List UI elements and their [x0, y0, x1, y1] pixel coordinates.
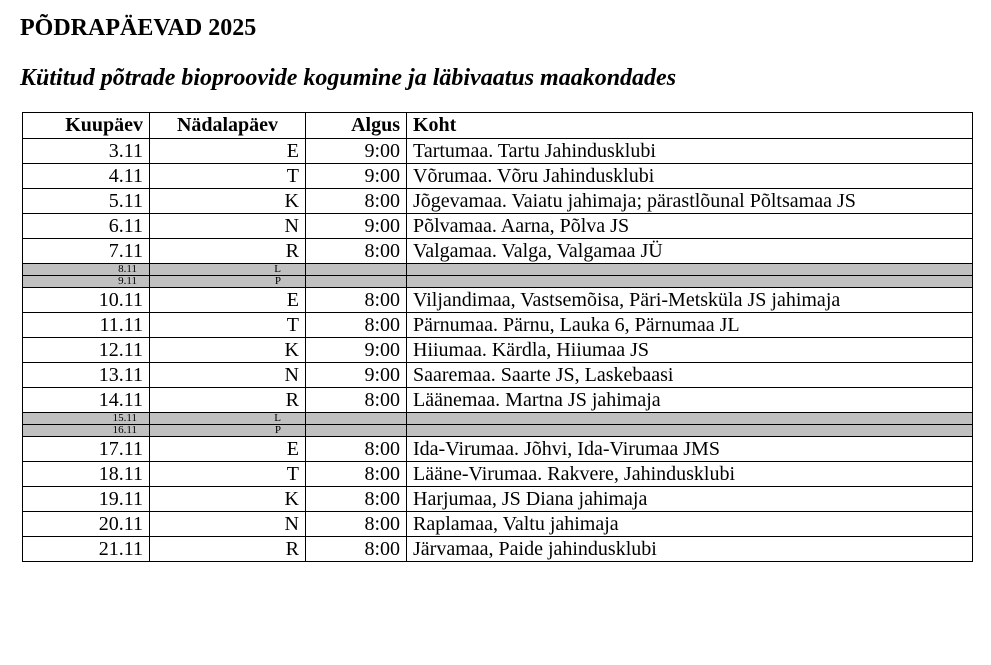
- cell-date: 20.11: [23, 512, 150, 537]
- cell-start: 8:00: [306, 288, 407, 313]
- cell-date: 16.11: [23, 425, 150, 437]
- cell-place: [407, 425, 973, 437]
- cell-start: [306, 413, 407, 425]
- cell-weekday: L: [150, 413, 306, 425]
- cell-start: 8:00: [306, 437, 407, 462]
- cell-weekday: N: [150, 512, 306, 537]
- cell-place: Viljandimaa, Vastsemõisa, Päri-Metsküla JS jahimaja: [407, 288, 973, 313]
- cell-place: [407, 413, 973, 425]
- table-row: [23, 363, 973, 388]
- cell-date: 11.11: [23, 313, 150, 338]
- cell-date: 4.11: [23, 164, 150, 189]
- table-row: [23, 313, 973, 338]
- cell-weekday: N: [150, 363, 306, 388]
- table-row: [23, 139, 973, 164]
- cell-start: 8:00: [306, 462, 407, 487]
- cell-place: Tartumaa. Tartu Jahindusklubi: [407, 139, 973, 164]
- cell-weekday: K: [150, 338, 306, 363]
- table-row: [23, 338, 973, 363]
- table-header-row: [23, 113, 973, 139]
- cell-weekday: P: [150, 276, 306, 288]
- cell-weekday: R: [150, 239, 306, 264]
- cell-place: Ida-Virumaa. Jõhvi, Ida-Virumaa JMS: [407, 437, 973, 462]
- table-row: [23, 462, 973, 487]
- cell-weekday: N: [150, 214, 306, 239]
- cell-place: Jõgevamaa. Vaiatu jahimaja; pärastlõunal Põltsamaa JS: [407, 189, 973, 214]
- cell-start: 8:00: [306, 537, 407, 562]
- page-title: PÕDRAPÄEVAD 2025: [20, 15, 257, 41]
- cell-start: 9:00: [306, 363, 407, 388]
- cell-start: 8:00: [306, 388, 407, 413]
- table-row: [23, 537, 973, 562]
- cell-date: 6.11: [23, 214, 150, 239]
- cell-weekday: E: [150, 437, 306, 462]
- cell-date: 19.11: [23, 487, 150, 512]
- table-row: [23, 214, 973, 239]
- weekend-row: [23, 264, 973, 276]
- cell-place: Valgamaa. Valga, Valgamaa JÜ: [407, 239, 973, 264]
- cell-date: 12.11: [23, 338, 150, 363]
- table-row: [23, 239, 973, 264]
- cell-place: Pärnumaa. Pärnu, Lauka 6, Pärnumaa JL: [407, 313, 973, 338]
- cell-weekday: T: [150, 164, 306, 189]
- table-row: [23, 288, 973, 313]
- header-start: Algus: [306, 113, 407, 139]
- cell-date: 18.11: [23, 462, 150, 487]
- cell-start: [306, 276, 407, 288]
- cell-start: 8:00: [306, 189, 407, 214]
- cell-place: Läänemaa. Martna JS jahimaja: [407, 388, 973, 413]
- cell-place: Võrumaa. Võru Jahindusklubi: [407, 164, 973, 189]
- cell-date: 10.11: [23, 288, 150, 313]
- table-row: [23, 189, 973, 214]
- cell-start: 9:00: [306, 139, 407, 164]
- cell-date: 9.11: [23, 276, 150, 288]
- cell-weekday: E: [150, 139, 306, 164]
- table-row: [23, 388, 973, 413]
- cell-date: 8.11: [23, 264, 150, 276]
- header-date: Kuupäev: [23, 113, 150, 139]
- cell-weekday: R: [150, 388, 306, 413]
- cell-place: Saaremaa. Saarte JS, Laskebaasi: [407, 363, 973, 388]
- cell-place: Lääne-Virumaa. Rakvere, Jahindusklubi: [407, 462, 973, 487]
- cell-start: 9:00: [306, 164, 407, 189]
- table-row: [23, 164, 973, 189]
- cell-date: 15.11: [23, 413, 150, 425]
- cell-weekday: L: [150, 264, 306, 276]
- cell-date: 13.11: [23, 363, 150, 388]
- cell-place: Raplamaa, Valtu jahimaja: [407, 512, 973, 537]
- table-row: [23, 512, 973, 537]
- schedule-table: [22, 112, 973, 562]
- cell-start: 8:00: [306, 487, 407, 512]
- cell-place: Põlvamaa. Aarna, Põlva JS: [407, 214, 973, 239]
- cell-start: 9:00: [306, 338, 407, 363]
- cell-place: [407, 276, 973, 288]
- cell-date: 14.11: [23, 388, 150, 413]
- table-row: [23, 437, 973, 462]
- cell-start: [306, 425, 407, 437]
- cell-start: 8:00: [306, 313, 407, 338]
- cell-start: 9:00: [306, 214, 407, 239]
- cell-date: 7.11: [23, 239, 150, 264]
- weekend-row: [23, 276, 973, 288]
- cell-place: Järvamaa, Paide jahindusklubi: [407, 537, 973, 562]
- page-subtitle: Kütitud põtrade bioproovide kogumine ja läbivaatus maakondades: [20, 65, 677, 91]
- header-place: Koht: [407, 113, 973, 139]
- cell-weekday: P: [150, 425, 306, 437]
- cell-start: 8:00: [306, 512, 407, 537]
- cell-weekday: K: [150, 487, 306, 512]
- weekend-row: [23, 413, 973, 425]
- cell-date: 21.11: [23, 537, 150, 562]
- cell-weekday: T: [150, 462, 306, 487]
- weekend-row: [23, 425, 973, 437]
- header-weekday: Nädalapäev: [150, 113, 306, 139]
- cell-start: 8:00: [306, 239, 407, 264]
- cell-place: Harjumaa, JS Diana jahimaja: [407, 487, 973, 512]
- cell-weekday: R: [150, 537, 306, 562]
- cell-weekday: T: [150, 313, 306, 338]
- table-row: [23, 487, 973, 512]
- cell-date: 17.11: [23, 437, 150, 462]
- cell-date: 3.11: [23, 139, 150, 164]
- cell-place: [407, 264, 973, 276]
- cell-start: [306, 264, 407, 276]
- schedule-rows: [23, 139, 973, 562]
- cell-place: Hiiumaa. Kärdla, Hiiumaa JS: [407, 338, 973, 363]
- cell-weekday: E: [150, 288, 306, 313]
- cell-weekday: K: [150, 189, 306, 214]
- cell-date: 5.11: [23, 189, 150, 214]
